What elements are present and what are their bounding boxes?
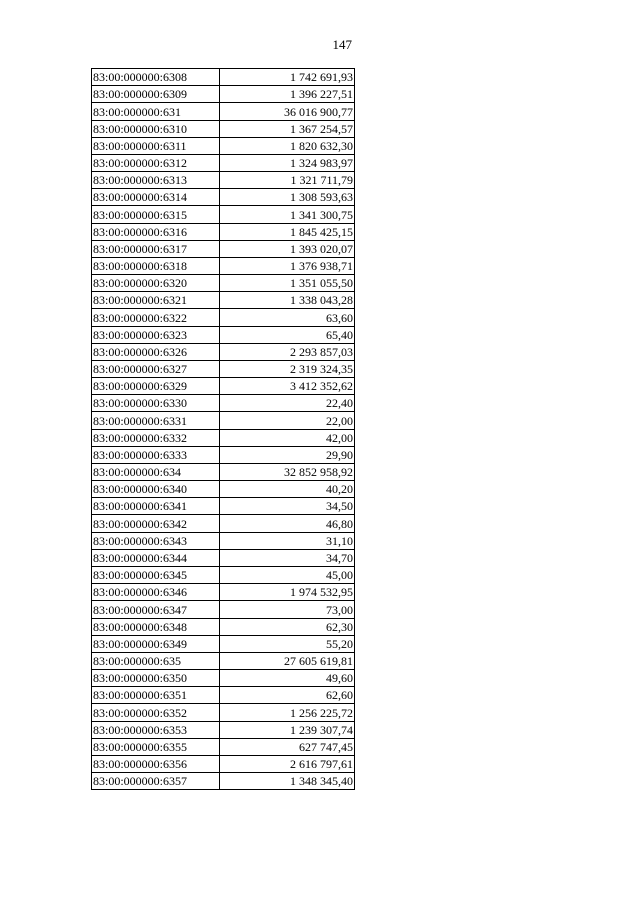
cadastral-number-cell: 83:00:000000:6332	[92, 429, 220, 446]
table-row	[92, 618, 355, 635]
table-row	[92, 69, 355, 86]
cadastral-number-cell: 83:00:000000:6318	[92, 257, 220, 274]
value-cell: 1 820 632,30	[220, 137, 355, 154]
value-cell: 62,30	[220, 618, 355, 635]
cadastral-number-cell: 83:00:000000:6322	[92, 309, 220, 326]
table-row	[92, 566, 355, 583]
table-row	[92, 412, 355, 429]
table-row	[92, 584, 355, 601]
cadastral-number-cell: 83:00:000000:6317	[92, 240, 220, 257]
table-row	[92, 635, 355, 652]
value-cell: 1 239 307,74	[220, 721, 355, 738]
table-row	[92, 549, 355, 566]
value-cell: 31,10	[220, 532, 355, 549]
cadastral-number-cell: 83:00:000000:634	[92, 463, 220, 480]
value-cell: 1 348 345,40	[220, 773, 355, 790]
value-cell: 46,80	[220, 515, 355, 532]
cadastral-number-cell: 83:00:000000:6326	[92, 343, 220, 360]
table-row	[92, 86, 355, 103]
cadastral-number-cell: 83:00:000000:6356	[92, 755, 220, 772]
cadastral-number-cell: 83:00:000000:6323	[92, 326, 220, 343]
cadastral-number-cell: 83:00:000000:6310	[92, 120, 220, 137]
cadastral-number-cell: 83:00:000000:6329	[92, 378, 220, 395]
page-number: 147	[332, 37, 352, 52]
cadastral-number-cell: 83:00:000000:6347	[92, 601, 220, 618]
value-cell: 22,40	[220, 395, 355, 412]
value-cell: 1 742 691,93	[220, 69, 355, 86]
value-cell: 42,00	[220, 429, 355, 446]
table-row	[92, 498, 355, 515]
table-row	[92, 446, 355, 463]
value-cell: 40,20	[220, 481, 355, 498]
table-row	[92, 223, 355, 240]
value-cell: 1 367 254,57	[220, 120, 355, 137]
table-row	[92, 652, 355, 669]
cadastral-number-cell: 83:00:000000:6315	[92, 206, 220, 223]
value-cell: 1 393 020,07	[220, 240, 355, 257]
table-row	[92, 532, 355, 549]
table-body	[92, 69, 355, 790]
cadastral-value-table	[91, 68, 355, 790]
value-cell: 29,90	[220, 446, 355, 463]
cadastral-number-cell: 83:00:000000:6308	[92, 69, 220, 86]
value-cell: 1 396 227,51	[220, 86, 355, 103]
table-row	[92, 292, 355, 309]
value-cell: 22,00	[220, 412, 355, 429]
table-row	[92, 515, 355, 532]
value-cell: 1 351 055,50	[220, 275, 355, 292]
cadastral-number-cell: 83:00:000000:6348	[92, 618, 220, 635]
value-cell: 62,60	[220, 687, 355, 704]
cadastral-number-cell: 83:00:000000:6340	[92, 481, 220, 498]
cadastral-number-cell: 83:00:000000:6327	[92, 360, 220, 377]
cadastral-number-cell: 83:00:000000:631	[92, 103, 220, 120]
cadastral-number-cell: 83:00:000000:6350	[92, 670, 220, 687]
value-cell: 1 338 043,28	[220, 292, 355, 309]
cadastral-number-cell: 83:00:000000:6342	[92, 515, 220, 532]
cadastral-number-cell: 83:00:000000:6345	[92, 566, 220, 583]
table-row	[92, 120, 355, 137]
table-row	[92, 721, 355, 738]
cadastral-number-cell: 83:00:000000:6341	[92, 498, 220, 515]
value-cell: 2 319 324,35	[220, 360, 355, 377]
table-row	[92, 704, 355, 721]
cadastral-number-cell: 83:00:000000:6309	[92, 86, 220, 103]
table-row	[92, 429, 355, 446]
value-cell: 55,20	[220, 635, 355, 652]
cadastral-number-cell: 83:00:000000:6353	[92, 721, 220, 738]
value-cell: 27 605 619,81	[220, 652, 355, 669]
table-row	[92, 189, 355, 206]
table-row	[92, 137, 355, 154]
table-row	[92, 326, 355, 343]
value-cell: 34,70	[220, 549, 355, 566]
cadastral-number-cell: 83:00:000000:6349	[92, 635, 220, 652]
value-cell: 34,50	[220, 498, 355, 515]
cadastral-number-cell: 83:00:000000:6357	[92, 773, 220, 790]
value-cell: 1 376 938,71	[220, 257, 355, 274]
value-cell: 1 974 532,95	[220, 584, 355, 601]
value-cell: 32 852 958,92	[220, 463, 355, 480]
table-row	[92, 257, 355, 274]
value-cell: 2 293 857,03	[220, 343, 355, 360]
value-cell: 65,40	[220, 326, 355, 343]
value-cell: 1 321 711,79	[220, 172, 355, 189]
cadastral-number-cell: 83:00:000000:6314	[92, 189, 220, 206]
cadastral-number-cell: 83:00:000000:6320	[92, 275, 220, 292]
table-row	[92, 154, 355, 171]
table-row	[92, 360, 355, 377]
cadastral-number-cell: 83:00:000000:6352	[92, 704, 220, 721]
table-row	[92, 687, 355, 704]
table-row	[92, 670, 355, 687]
value-cell: 36 016 900,77	[220, 103, 355, 120]
value-cell: 73,00	[220, 601, 355, 618]
table-row	[92, 755, 355, 772]
table-row	[92, 601, 355, 618]
cadastral-number-cell: 83:00:000000:6312	[92, 154, 220, 171]
table-row	[92, 309, 355, 326]
cadastral-number-cell: 83:00:000000:6343	[92, 532, 220, 549]
table-row	[92, 395, 355, 412]
table-row	[92, 378, 355, 395]
table-row	[92, 103, 355, 120]
table-row	[92, 275, 355, 292]
table-row	[92, 206, 355, 223]
table-row	[92, 738, 355, 755]
cadastral-number-cell: 83:00:000000:6321	[92, 292, 220, 309]
value-cell: 1 256 225,72	[220, 704, 355, 721]
cadastral-number-cell: 83:00:000000:6330	[92, 395, 220, 412]
table-row	[92, 463, 355, 480]
value-cell: 1 308 593,63	[220, 189, 355, 206]
table-row	[92, 481, 355, 498]
cadastral-number-cell: 83:00:000000:6311	[92, 137, 220, 154]
cadastral-number-cell: 83:00:000000:635	[92, 652, 220, 669]
value-cell: 49,60	[220, 670, 355, 687]
cadastral-number-cell: 83:00:000000:6344	[92, 549, 220, 566]
cadastral-number-cell: 83:00:000000:6316	[92, 223, 220, 240]
table-row	[92, 240, 355, 257]
value-cell: 627 747,45	[220, 738, 355, 755]
cadastral-number-cell: 83:00:000000:6355	[92, 738, 220, 755]
value-cell: 45,00	[220, 566, 355, 583]
cadastral-number-cell: 83:00:000000:6331	[92, 412, 220, 429]
value-cell: 2 616 797,61	[220, 755, 355, 772]
table-row	[92, 172, 355, 189]
table-row	[92, 773, 355, 790]
table-row	[92, 343, 355, 360]
cadastral-number-cell: 83:00:000000:6333	[92, 446, 220, 463]
cadastral-number-cell: 83:00:000000:6313	[92, 172, 220, 189]
value-cell: 3 412 352,62	[220, 378, 355, 395]
cadastral-number-cell: 83:00:000000:6346	[92, 584, 220, 601]
value-cell: 63,60	[220, 309, 355, 326]
value-cell: 1 324 983,97	[220, 154, 355, 171]
cadastral-number-cell: 83:00:000000:6351	[92, 687, 220, 704]
value-cell: 1 845 425,15	[220, 223, 355, 240]
value-cell: 1 341 300,75	[220, 206, 355, 223]
